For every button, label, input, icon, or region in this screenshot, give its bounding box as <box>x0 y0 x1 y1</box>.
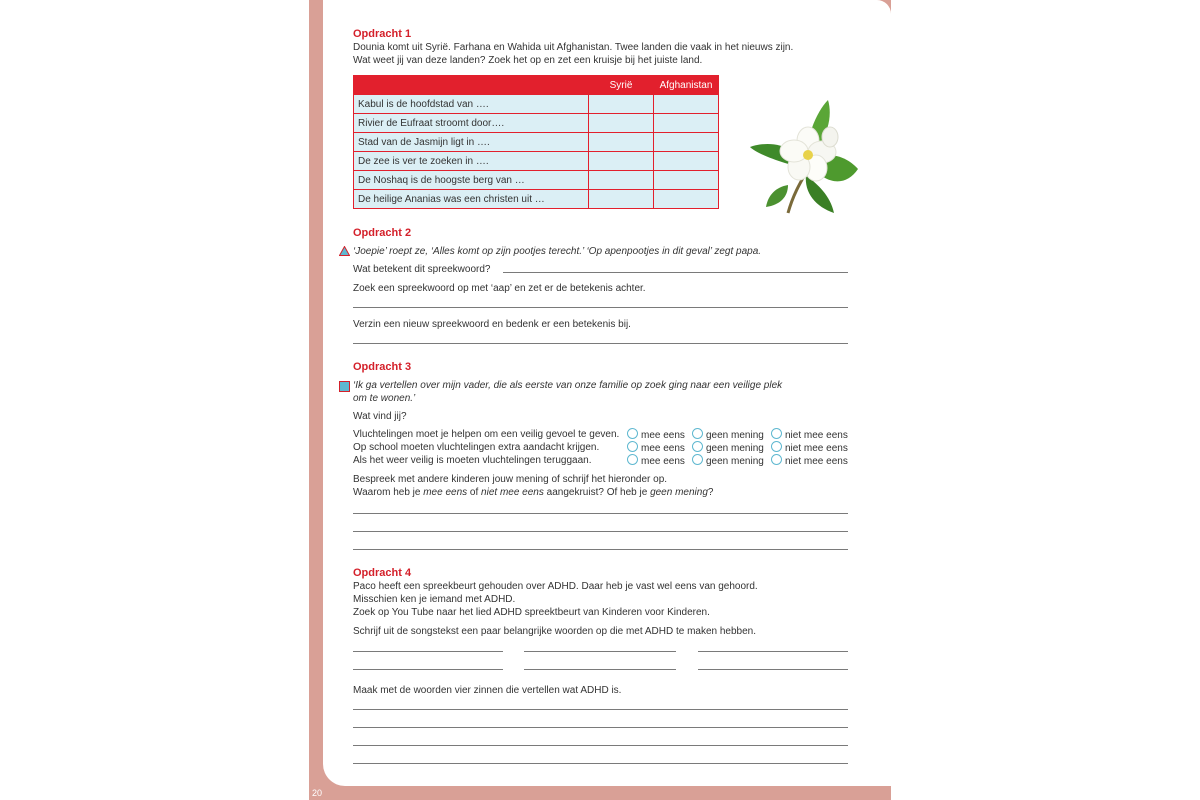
answer-line[interactable] <box>353 727 848 728</box>
assignment-4-line-5: Maak met de woorden vier zinnen die vertellen wat ADHD is. <box>353 685 622 696</box>
checkbox-cell-syria[interactable] <box>589 190 654 209</box>
answer-line[interactable] <box>353 709 848 710</box>
assignment-3-quote-2: om te wonen.’ <box>353 393 416 404</box>
word-line[interactable] <box>524 669 676 670</box>
statement-text: Als het weer veilig is moeten vluchtelingen teruggaan. <box>353 455 592 466</box>
answer-line[interactable] <box>353 513 848 514</box>
question-opinion: Wat vind jij? <box>353 411 407 422</box>
radio-icon <box>771 454 782 465</box>
assignment-4-line-2: Misschien ken je iemand met ADHD. <box>353 594 516 605</box>
word-line[interactable] <box>524 651 676 652</box>
row-statement: Kabul is de hoofdstad van …. <box>354 95 589 114</box>
table-row <box>354 190 719 209</box>
question-new-saying: Verzin een nieuw spreekwoord en bedenk er een betekenis bij. <box>353 319 631 330</box>
statement-row <box>353 454 853 467</box>
row-statement: Rivier de Eufraat stroomt door…. <box>354 114 589 133</box>
statement-row <box>353 441 853 454</box>
question-monkey-saying: Zoek een spreekwoord op met ‘aap’ en zet er de betekenis achter. <box>353 283 646 294</box>
why-question: Waarom heb je mee eens of niet mee eens aangekruist? Of heb je geen mening? <box>353 487 714 498</box>
discuss-instruction: Bespreek met andere kinderen jouw mening of schrijf het hieronder op. <box>353 474 668 485</box>
statement-text: Vluchtelingen moet je helpen om een veilig gevoel te geven. <box>353 429 620 440</box>
table-row <box>354 152 719 171</box>
question-meaning: Wat betekent dit spreekwoord? <box>353 264 491 275</box>
checkbox-cell-syria[interactable] <box>589 95 654 114</box>
assignment-3-heading: Opdracht 3 <box>353 361 412 373</box>
option-no-opinion[interactable]: geen mening <box>692 441 764 455</box>
row-statement: De Noshaq is de hoogste berg van … <box>354 171 589 190</box>
word-line[interactable] <box>353 651 503 652</box>
answer-line[interactable] <box>353 531 848 532</box>
option-no-opinion[interactable]: geen mening <box>692 454 764 468</box>
country-table <box>353 75 719 209</box>
table-row <box>354 95 719 114</box>
assignment-3-quote-1: ‘Ik ga vertellen over mijn vader, die als eerste van onze familie op zoek ging naar een veilige plek <box>353 380 783 391</box>
assignment-1-heading: Opdracht 1 <box>353 28 412 40</box>
assignment-1-intro-1: Dounia komt uit Syrië. Farhana en Wahida uit Afghanistan. Twee landen die vaak in het nieuws zijn. <box>353 42 794 53</box>
answer-line[interactable] <box>353 549 848 550</box>
option-disagree[interactable]: niet mee eens <box>771 441 848 455</box>
row-statement: Stad van de Jasmijn ligt in …. <box>354 133 589 152</box>
radio-icon <box>692 441 703 452</box>
checkbox-cell-afghanistan[interactable] <box>654 133 719 152</box>
checkbox-cell-afghanistan[interactable] <box>654 152 719 171</box>
square-icon <box>339 381 350 392</box>
row-statement: De heilige Ananias was een christen uit … <box>354 190 589 209</box>
checkbox-cell-syria[interactable] <box>589 114 654 133</box>
assignment-4-line-1: Paco heeft een spreekbeurt gehouden over ADHD. Daar heb je vast wel eens van gehoord. <box>353 581 758 592</box>
option-agree[interactable]: mee eens <box>627 428 685 442</box>
worksheet-page <box>323 0 891 786</box>
checkbox-cell-syria[interactable] <box>589 152 654 171</box>
checkbox-cell-afghanistan[interactable] <box>654 171 719 190</box>
table-header-blank <box>354 76 589 95</box>
answer-line[interactable] <box>503 272 848 273</box>
table-row <box>354 171 719 190</box>
table-row <box>354 133 719 152</box>
column-header-syria: Syrië <box>589 76 654 95</box>
checkbox-cell-afghanistan[interactable] <box>654 114 719 133</box>
answer-line[interactable] <box>353 745 848 746</box>
answer-line[interactable] <box>353 307 848 308</box>
checkbox-cell-afghanistan[interactable] <box>654 95 719 114</box>
answer-line[interactable] <box>353 763 848 764</box>
checkbox-cell-afghanistan[interactable] <box>654 190 719 209</box>
option-disagree[interactable]: niet mee eens <box>771 454 848 468</box>
column-header-afghanistan: Afghanistan <box>654 76 719 95</box>
radio-icon <box>692 428 703 439</box>
row-statement: De zee is ver te zoeken in …. <box>354 152 589 171</box>
statement-row <box>353 428 853 441</box>
assignment-4-line-4: Schrijf uit de songstekst een paar belangrijke woorden op die met ADHD te maken hebben. <box>353 626 757 637</box>
radio-icon <box>627 428 638 439</box>
checkbox-cell-syria[interactable] <box>589 133 654 152</box>
table-row <box>354 114 719 133</box>
option-agree[interactable]: mee eens <box>627 454 685 468</box>
assignment-1-intro-2: Wat weet jij van deze landen? Zoek het op en zet een kruisje bij het juiste land. <box>353 55 703 66</box>
radio-icon <box>771 441 782 452</box>
option-no-opinion[interactable]: geen mening <box>692 428 764 442</box>
statement-text: Op school moeten vluchtelingen extra aandacht krijgen. <box>353 442 600 453</box>
radio-icon <box>627 454 638 465</box>
triangle-icon <box>339 246 350 256</box>
word-line[interactable] <box>698 669 848 670</box>
radio-icon <box>771 428 782 439</box>
option-disagree[interactable]: niet mee eens <box>771 428 848 442</box>
assignment-4-heading: Opdracht 4 <box>353 567 412 579</box>
page-number: 20 <box>312 788 323 798</box>
jasmine-flower-illustration <box>748 95 866 217</box>
assignment-2-quote: ‘Joepie’ roept ze, ‘Alles komt op zijn pootjes terecht.’ ‘Op apenpootjes in dit geval’ zegt papa. <box>353 246 762 257</box>
checkbox-cell-syria[interactable] <box>589 171 654 190</box>
answer-line[interactable] <box>353 343 848 344</box>
assignment-4-line-3: Zoek op You Tube naar het lied ADHD spreektbeurt van Kinderen voor Kinderen. <box>353 607 710 618</box>
assignment-2-heading: Opdracht 2 <box>353 227 412 239</box>
radio-icon <box>692 454 703 465</box>
word-line[interactable] <box>698 651 848 652</box>
radio-icon <box>627 441 638 452</box>
word-line[interactable] <box>353 669 503 670</box>
option-agree[interactable]: mee eens <box>627 441 685 455</box>
